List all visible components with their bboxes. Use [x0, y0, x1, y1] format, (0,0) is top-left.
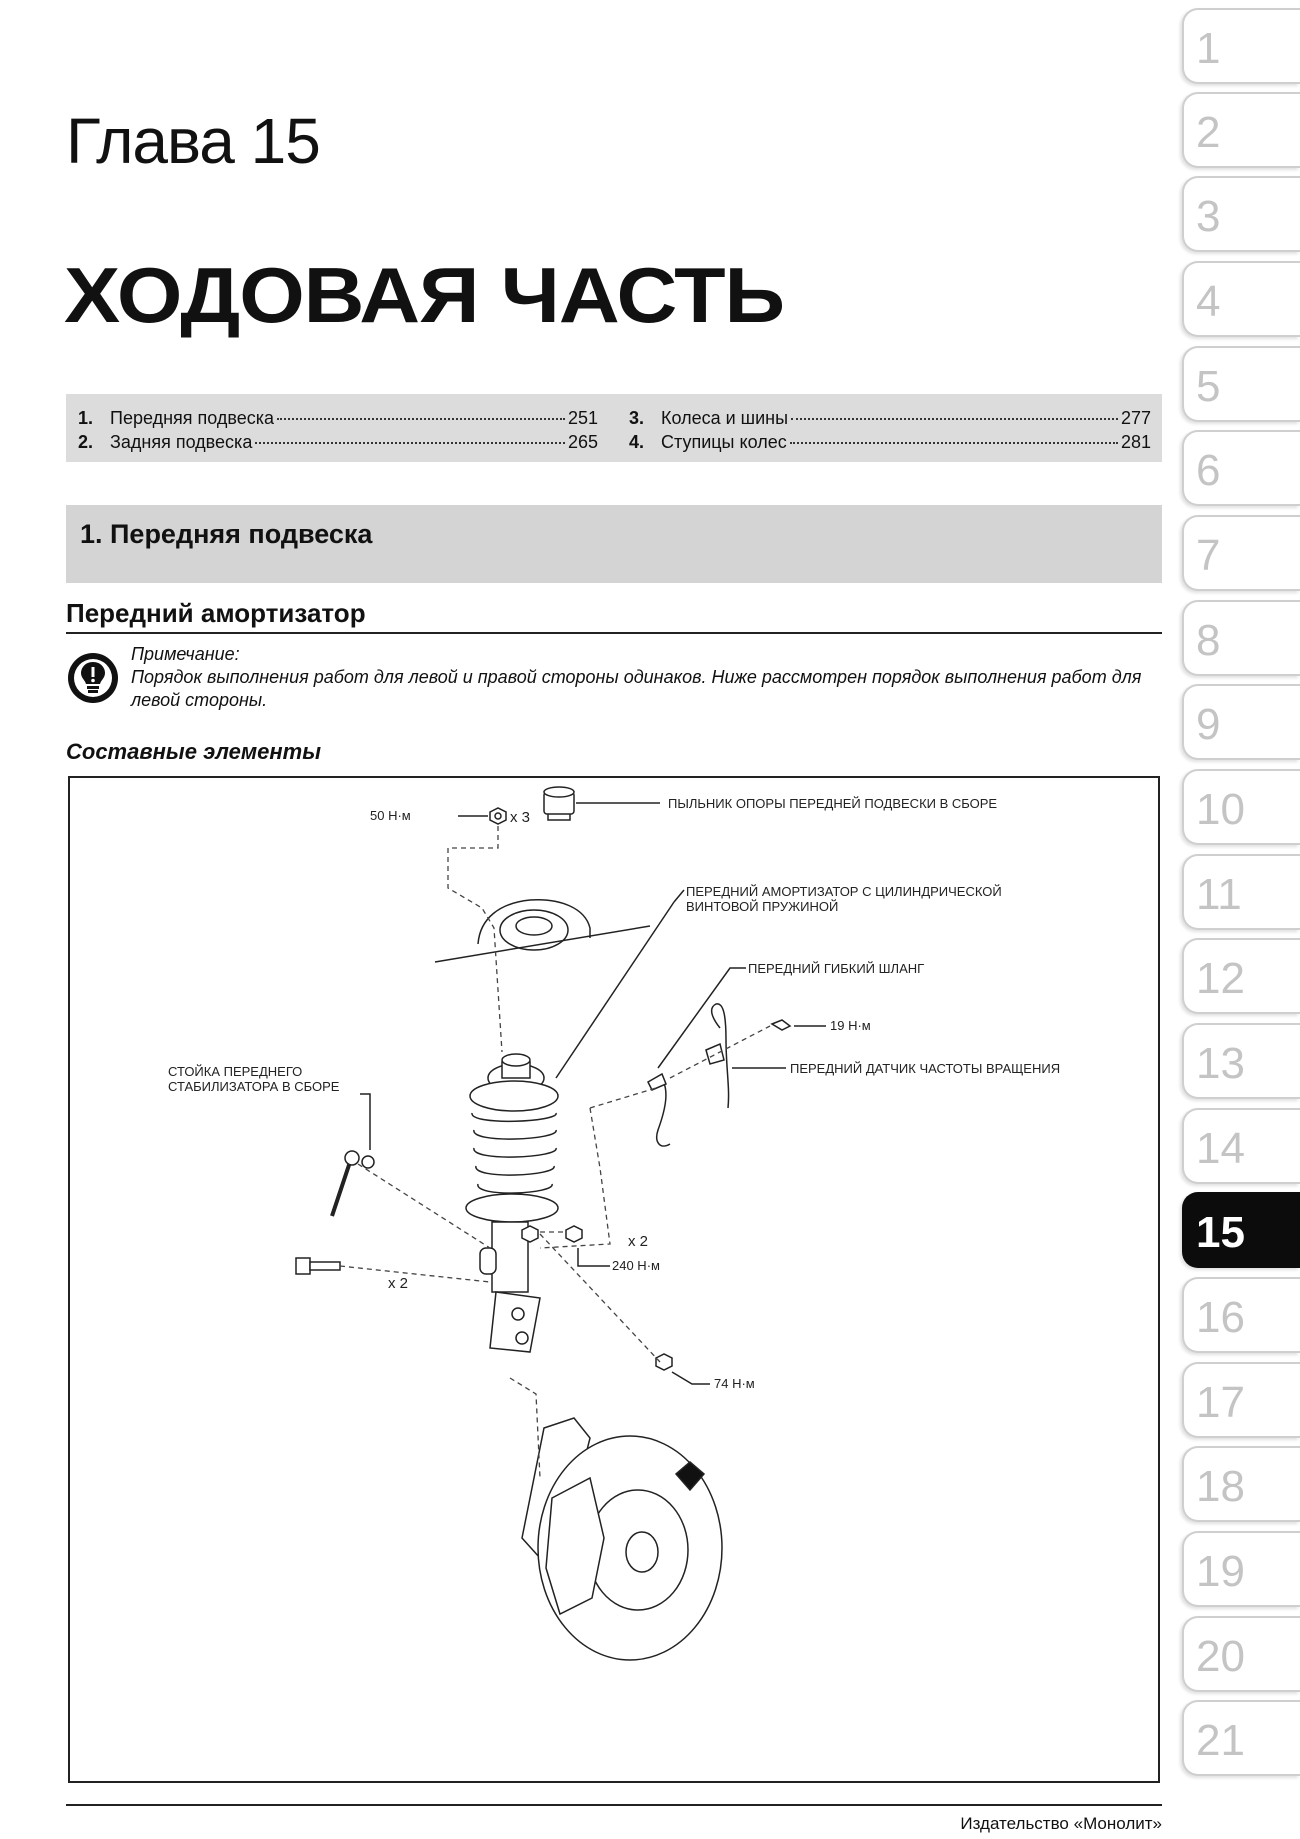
chapter-number: Глава 15: [66, 105, 320, 177]
toc-number: 2.: [78, 432, 94, 452]
publisher: Издательство «Монолит»: [960, 1814, 1162, 1833]
sensor-bolt-drawing: [772, 1020, 790, 1030]
label-torque-19: 19 Н·м: [830, 1018, 871, 1033]
toc-label: Задняя подвеска: [110, 432, 253, 452]
section-title: 1. Передняя подвеска: [80, 519, 373, 549]
stabilizer-link-drawing: [332, 1151, 374, 1216]
chapter-tab-8[interactable]: 8: [1182, 600, 1300, 676]
chapter-tab-17[interactable]: 17: [1182, 1362, 1300, 1438]
chapter-tab-11[interactable]: 11: [1182, 854, 1300, 930]
body-panel-drawing: [435, 900, 650, 962]
toc-label: Ступицы колес: [661, 432, 787, 452]
toc-leader: [791, 418, 1118, 420]
toc-number: 4.: [629, 432, 645, 452]
chapter-tab-7[interactable]: 7: [1182, 515, 1300, 591]
knuckle-bolt-drawing: [296, 1258, 340, 1274]
label-shock-line2: ВИНТОВОЙ ПРУЖИНОЙ: [686, 899, 839, 914]
chapter-tab-14[interactable]: 14: [1182, 1108, 1300, 1184]
note-text: Порядок выполнения работ для левой и правой стороны одинаков. Ниже рассмотрен порядок выполнения работ для левой стороны.: [131, 667, 1142, 710]
chapter-tab-20[interactable]: 20: [1182, 1616, 1300, 1692]
knuckle-nut-2-drawing: [566, 1226, 582, 1242]
section-header: [66, 505, 1162, 583]
chapter-tab-4[interactable]: 4: [1182, 261, 1300, 337]
chapter-tabs: [1178, 0, 1300, 1839]
components-heading: Составные элементы: [66, 739, 321, 764]
toc-page: 265: [567, 432, 598, 452]
chapter-tab-18[interactable]: 18: [1182, 1446, 1300, 1522]
toc-item[interactable]: [629, 430, 1151, 454]
toc-item[interactable]: [78, 430, 598, 454]
toc-item[interactable]: [78, 406, 598, 430]
chapter-tab-10[interactable]: 10: [1182, 769, 1300, 845]
steering-knuckle-drawing: [522, 1418, 722, 1660]
toc-item[interactable]: [629, 406, 1151, 430]
toc-label: Передняя подвеска: [110, 408, 275, 428]
chapter-tab-19[interactable]: 19: [1182, 1531, 1300, 1607]
dust-cover-drawing: [544, 787, 574, 820]
tie-rod-nut-drawing: [656, 1354, 672, 1370]
label-x3: x 3: [510, 809, 531, 826]
toc-number: 1.: [78, 408, 94, 428]
label-hose: ПЕРЕДНИЙ ГИБКИЙ ШЛАНГ: [748, 961, 925, 976]
divider: [66, 632, 1162, 634]
toc-page: 251: [567, 408, 598, 428]
top-nut-drawing: [490, 808, 506, 824]
knuckle-nut-drawing: [522, 1226, 538, 1242]
shock-absorber-drawing: [466, 1054, 558, 1352]
chapter-title: ХОДОВАЯ ЧАСТЬ: [64, 251, 785, 339]
toc-page: 277: [1120, 408, 1151, 428]
label-speed-sensor: ПЕРЕДНИЙ ДАТЧИК ЧАСТОТЫ ВРАЩЕНИЯ: [790, 1061, 1061, 1076]
chapter-tab-12[interactable]: 12: [1182, 938, 1300, 1014]
label-dust-cover: ПЫЛЬНИК ОПОРЫ ПЕРЕДНЕЙ ПОДВЕСКИ В СБОРЕ: [668, 796, 998, 811]
label-x2-nut: x 2: [628, 1233, 649, 1250]
label-x2-bolt: x 2: [388, 1275, 409, 1292]
label-stab-line2: СТАБИЛИЗАТОРА В СБОРЕ: [168, 1079, 340, 1094]
chapter-tab-2[interactable]: 2: [1182, 92, 1300, 168]
table-of-contents: [66, 394, 1162, 462]
toc-leader: [790, 442, 1118, 444]
chapter-tab-16[interactable]: 16: [1182, 1277, 1300, 1353]
chapter-tab-5[interactable]: 5: [1182, 346, 1300, 422]
speed-sensor-drawing: [706, 1004, 729, 1108]
label-torque-74: 74 Н·м: [714, 1376, 755, 1391]
label-shock-line1: ПЕРЕДНИЙ АМОРТИЗАТОР С ЦИЛИНДРИЧЕСКОЙ: [686, 884, 1002, 899]
label-torque-240: 240 Н·м: [612, 1258, 660, 1273]
toc-label: Колеса и шины: [661, 408, 789, 428]
toc-number: 3.: [629, 408, 645, 428]
subsection-title: Передний амортизатор: [66, 598, 366, 628]
toc-leader: [277, 418, 565, 420]
toc-page: 281: [1120, 432, 1151, 452]
chapter-tab-1[interactable]: 1: [1182, 8, 1300, 84]
chapter-tab-6[interactable]: 6: [1182, 430, 1300, 506]
note-label: Примечание:: [131, 644, 240, 664]
brake-hose-drawing: [648, 1074, 670, 1146]
note-lightbulb-icon: [66, 651, 120, 705]
chapter-tab-15-active[interactable]: 15: [1182, 1192, 1300, 1268]
toc-leader: [255, 442, 565, 444]
label-torque-50: 50 Н·м: [370, 808, 411, 823]
chapter-tab-9[interactable]: 9: [1182, 684, 1300, 760]
chapter-tab-3[interactable]: 3: [1182, 176, 1300, 252]
exploded-diagram: [68, 776, 1160, 1783]
chapter-tab-13[interactable]: 13: [1182, 1023, 1300, 1099]
footer-divider: [66, 1804, 1162, 1806]
chapter-tab-21[interactable]: 21: [1182, 1700, 1300, 1776]
label-stab-line1: СТОЙКА ПЕРЕДНЕГО: [168, 1064, 303, 1079]
